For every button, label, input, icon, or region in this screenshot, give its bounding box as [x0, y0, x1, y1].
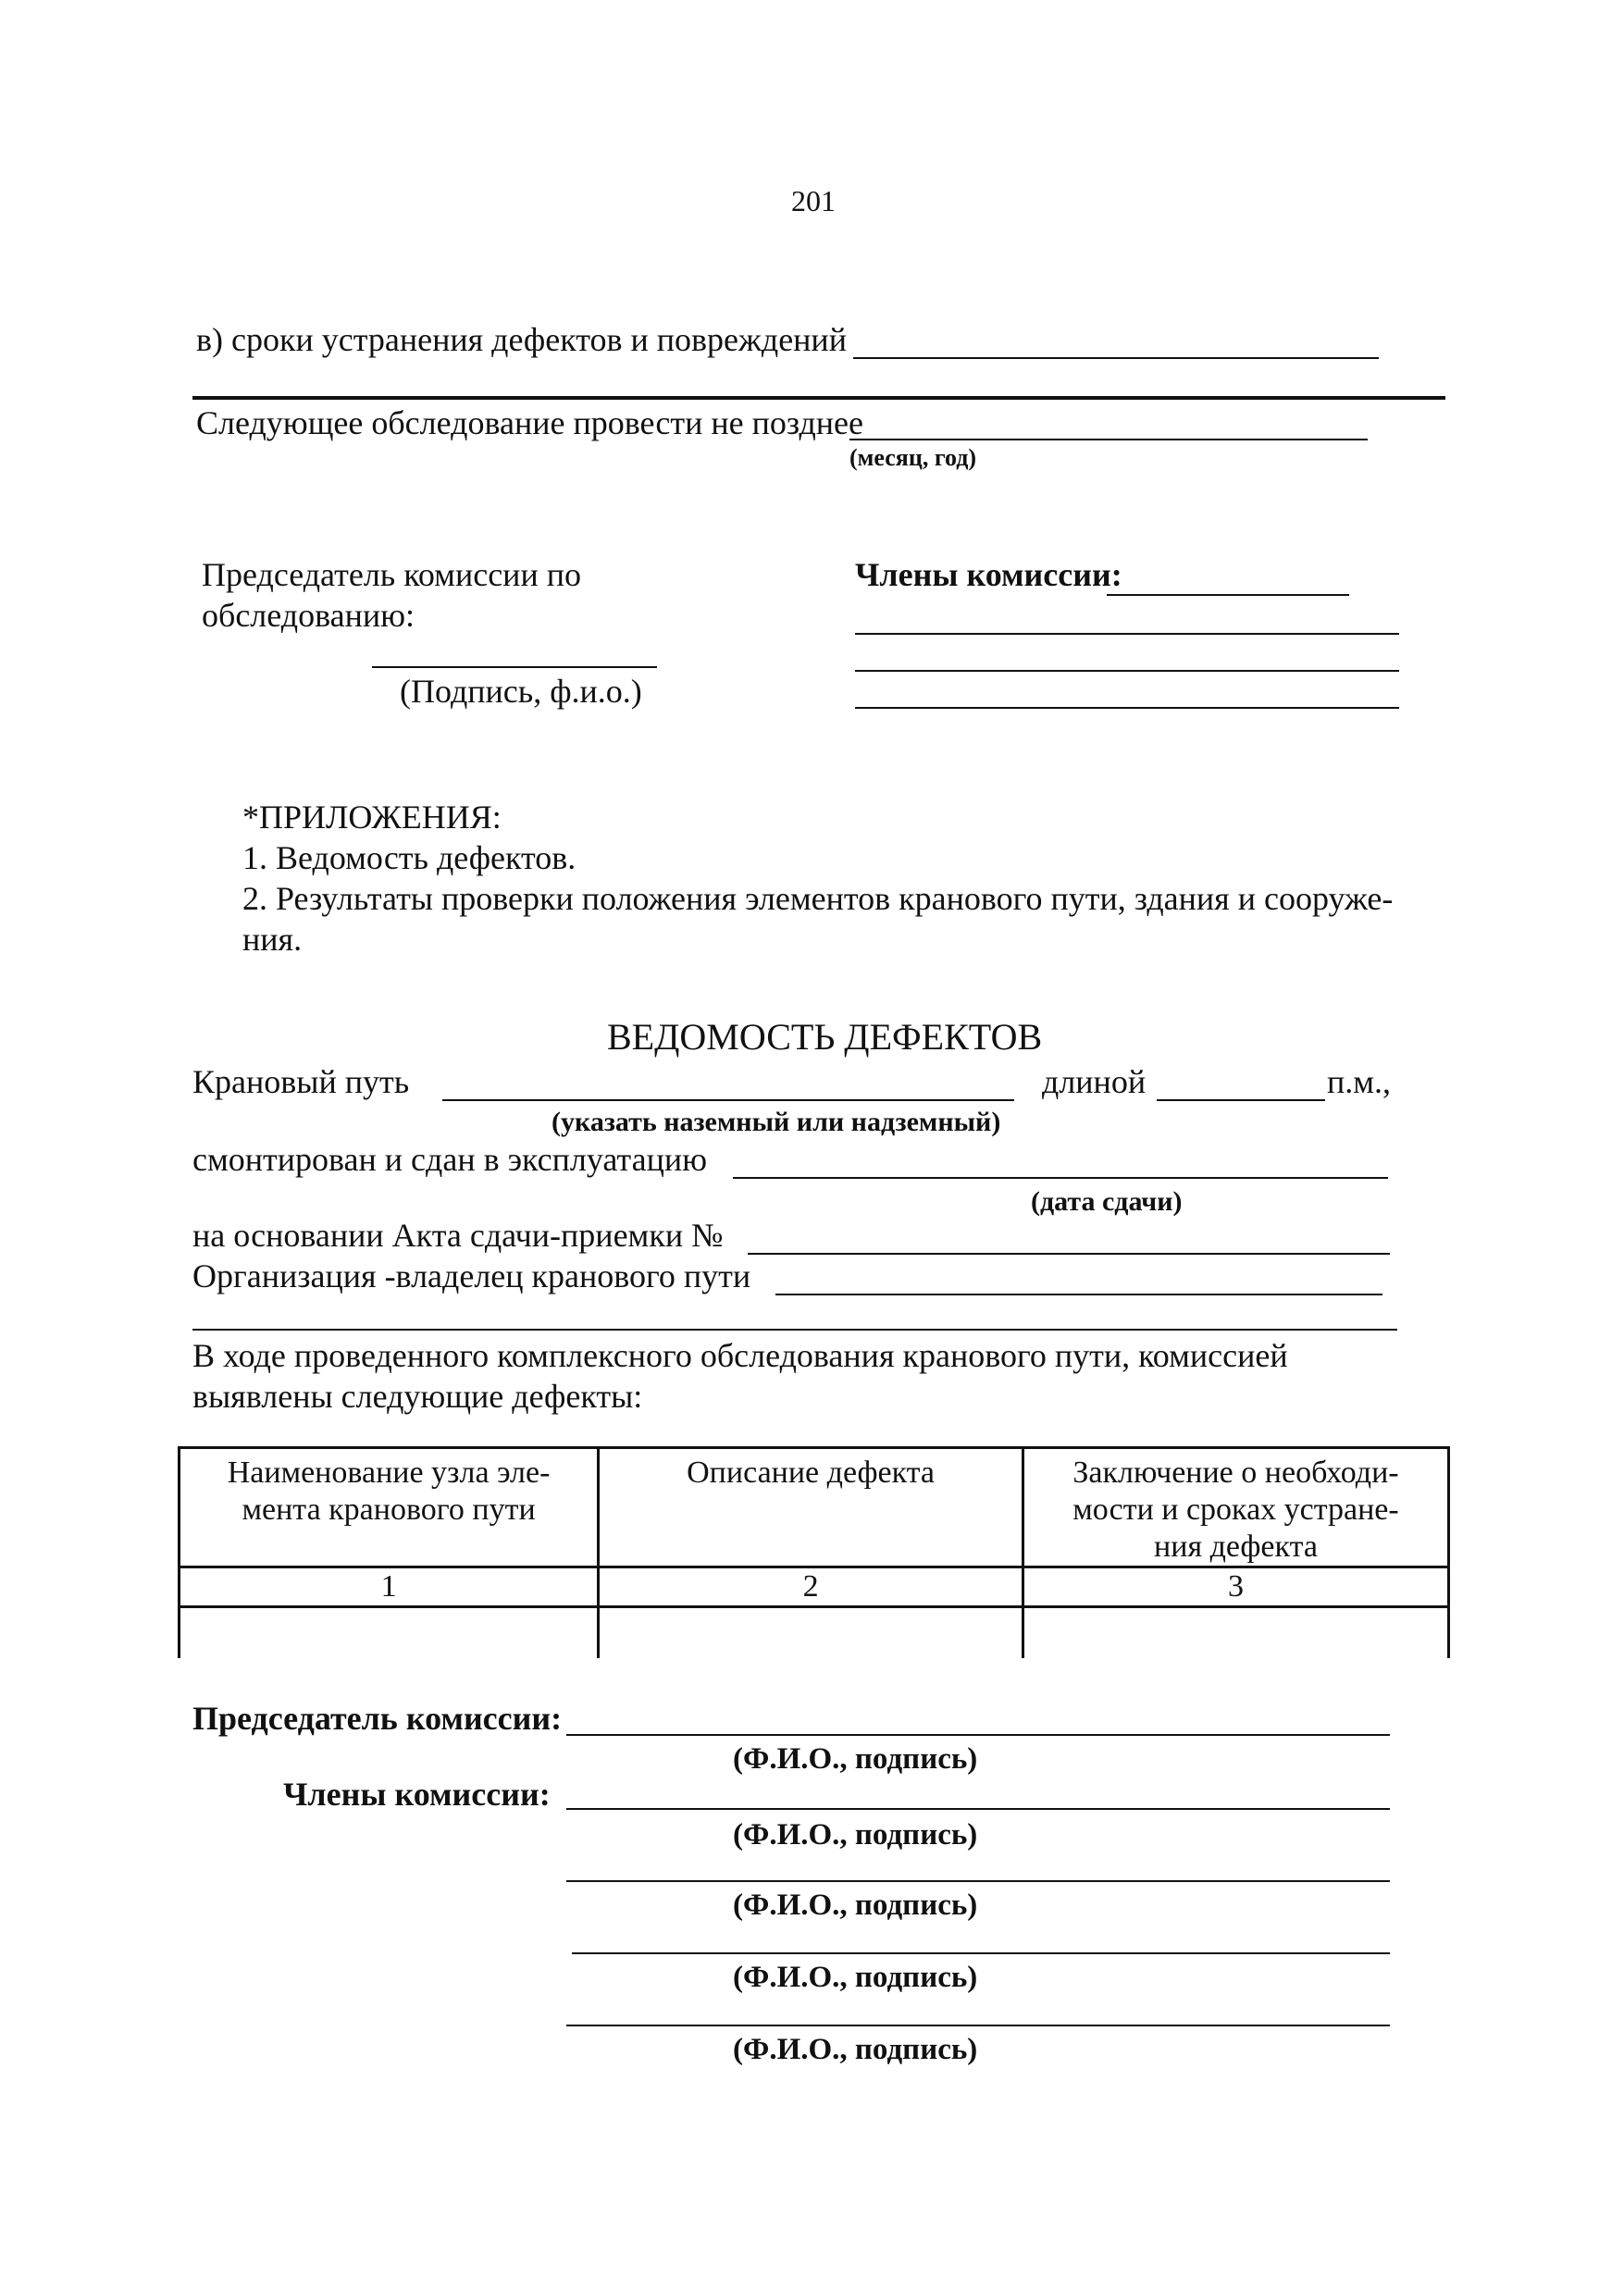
act-number-field[interactable] — [748, 1253, 1390, 1255]
member-field-3[interactable] — [855, 670, 1399, 672]
intro-line-1: В ходе проведенного комплексного обследования кранового пути, комиссией — [192, 1337, 1288, 1374]
appendices-title: *ПРИЛОЖЕНИЯ: — [242, 799, 502, 836]
page-number: 201 — [791, 184, 836, 217]
sign-hint: (Ф.И.О., подпись) — [733, 1889, 978, 1922]
sign-member-field-3[interactable] — [572, 1952, 1390, 1954]
sign-member-field-4[interactable] — [566, 2025, 1390, 2026]
owner-label: Организация -владелец кранового пути — [192, 1257, 751, 1294]
crane-track-label: Крановый путь — [192, 1063, 410, 1100]
sign-member-field-2[interactable] — [566, 1880, 1390, 1882]
chairman-label-2: обследованию: — [202, 597, 415, 634]
column-number: 3 — [1023, 1567, 1449, 1607]
separator-line — [192, 396, 1445, 400]
table-header-row — [180, 1448, 1449, 1567]
length-unit: п.м., — [1327, 1063, 1392, 1100]
sign-members-label: Члены комиссии: — [283, 1776, 551, 1813]
chairman-signature-hint: (Подпись, ф.и.о.) — [400, 673, 642, 710]
appendix-item-2-cont: ния. — [242, 921, 303, 958]
owner-field-2[interactable] — [192, 1329, 1397, 1331]
appendix-item-2: 2. Результаты проверки положения элементов кранового пути, здания и сооруже- — [242, 880, 1394, 917]
table-cell[interactable] — [599, 1607, 1023, 1659]
crane-track-type-field[interactable] — [442, 1099, 1014, 1101]
mounted-label: смонтирован и сдан в эксплуатацию — [192, 1141, 707, 1178]
length-field[interactable] — [1157, 1099, 1325, 1101]
table-header-cell: Наименование узла эле- мента кранового пути — [180, 1448, 599, 1567]
table-header-cell: Описание дефекта — [599, 1448, 1023, 1567]
appendix-item-1: 1. Ведомость дефектов. — [242, 839, 576, 876]
table-row — [180, 1607, 1449, 1659]
next-inspection-field[interactable] — [849, 439, 1368, 440]
next-inspection-label: Следующее обследование провести не позднее — [196, 404, 863, 441]
deadlines-field[interactable] — [853, 357, 1379, 359]
sign-chairman-field[interactable] — [566, 1734, 1390, 1736]
members-label: Члены комиссии: — [855, 556, 1122, 593]
owner-field[interactable] — [775, 1294, 1382, 1295]
column-number: 2 — [599, 1567, 1023, 1607]
sign-hint: (Ф.И.О., подпись) — [733, 1961, 978, 1994]
deadlines-label: в) сроки устранения дефектов и повреждений — [196, 321, 847, 358]
column-number: 1 — [180, 1567, 599, 1607]
chairman-signature-field[interactable] — [372, 666, 657, 668]
sign-hint: (Ф.И.О., подпись) — [733, 1742, 978, 1776]
sign-member-field-1[interactable] — [566, 1808, 1390, 1810]
next-inspection-hint: (месяц, год) — [849, 444, 977, 471]
table-number-row — [180, 1567, 1449, 1607]
member-field-1[interactable] — [1107, 594, 1349, 596]
track-type-hint: (указать наземный или надземный) — [552, 1107, 1001, 1137]
intro-line-2: выявлены следующие дефекты: — [192, 1378, 643, 1415]
length-label: длиной — [1042, 1063, 1147, 1100]
table-cell[interactable] — [1023, 1607, 1449, 1659]
mounted-date-field[interactable] — [733, 1177, 1388, 1179]
defects-sheet-title: ВЕДОМОСТЬ ДЕФЕКТОВ — [607, 1016, 1043, 1058]
sign-hint: (Ф.И.О., подпись) — [733, 2033, 978, 2066]
table-cell[interactable] — [180, 1607, 599, 1659]
act-label: на основании Акта сдачи-приемки № — [192, 1217, 724, 1254]
defects-table — [178, 1446, 1450, 1658]
member-field-2[interactable] — [855, 633, 1399, 635]
member-field-4[interactable] — [855, 707, 1399, 709]
chairman-label: Председатель комиссии по — [202, 556, 581, 593]
table-header-cell: Заключение о необходи- мости и сроках устране- ния дефекта — [1023, 1448, 1449, 1567]
sign-chairman-label: Председатель комиссии: — [192, 1700, 563, 1737]
sign-hint: (Ф.И.О., подпись) — [733, 1818, 978, 1852]
date-hint: (дата сдачи) — [1031, 1186, 1183, 1217]
